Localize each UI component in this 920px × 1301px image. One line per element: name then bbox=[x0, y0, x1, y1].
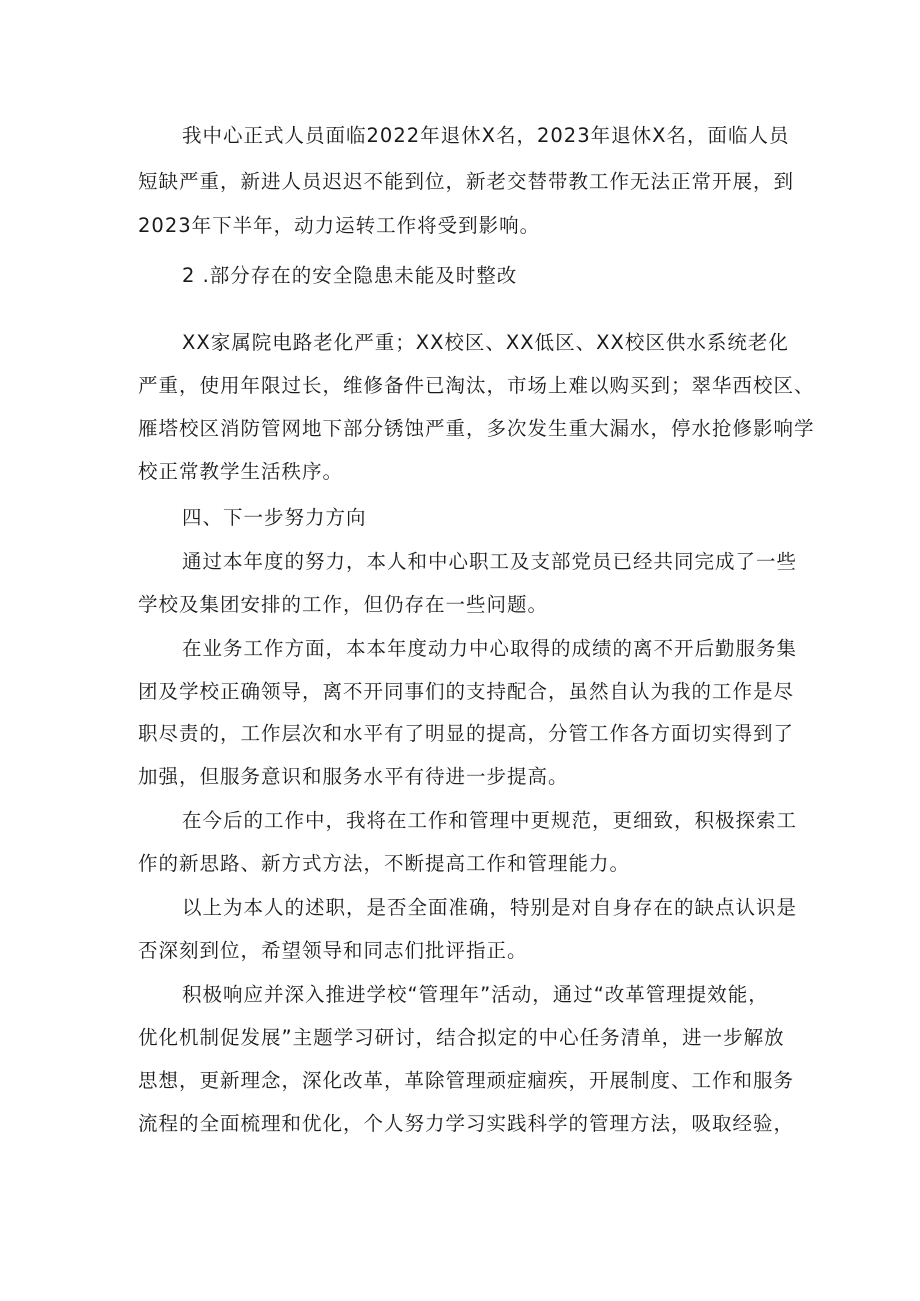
section-heading: 2 .部分存在的安全隐患未能及时整改 bbox=[182, 264, 518, 287]
paragraph-line: 否深刻到位，希望领导和同志们批评指正。 bbox=[138, 939, 528, 962]
paragraph-line: 2023年下半年，动力运转工作将受到影响。 bbox=[138, 214, 541, 237]
paragraph-line: XX家属院电路老化严重；XX校区、XX低区、XX校区供水系统老化 bbox=[182, 331, 789, 354]
paragraph-line: 团及学校正确领导，离不开同事们的支持配合，虽然自认为我的工作是尽 bbox=[138, 680, 795, 703]
paragraph-line: 加强，但服务意识和服务水平有待进一步提高。 bbox=[138, 765, 569, 788]
paragraph-line: 严重，使用年限过长，维修备件已淘汰，市场上难以购买到；翠华西校区、 bbox=[138, 374, 815, 397]
paragraph-line: 短缺严重，新进人员迟迟不能到位，新老交替带教工作无法正常开展，到 bbox=[138, 170, 795, 193]
paragraph-line: 我中心正式人员面临2022年退休X名，2023年退休X名，面临人员 bbox=[182, 124, 790, 147]
section-heading: 四、下一步努力方向 bbox=[182, 506, 367, 529]
paragraph-line: 思想，更新理念，深化改革，革除管理顽症痼疾，开展制度、工作和服务 bbox=[138, 1069, 795, 1092]
paragraph-line: 流程的全面梳理和优化，个人努力学习实践科学的管理方法，吸取经验， bbox=[138, 1112, 795, 1135]
paragraph-line: 通过本年度的努力，本人和中心职工及支部党员已经共同完成了一些 bbox=[182, 550, 798, 573]
paragraph-line: 雁塔校区消防管网地下部分锈蚀严重，多次发生重大漏水，停水抢修影响学 bbox=[138, 417, 815, 440]
paragraph-line: 优化机制促发展”主题学习研讨，结合拟定的中心任务清单，进一步解放 bbox=[138, 1026, 785, 1049]
paragraph-line: 以上为本人的述职，是否全面准确，特别是对自身存在的缺点认识是 bbox=[182, 896, 798, 919]
paragraph-line: 学校及集团安排的工作，但仍存在一些问题。 bbox=[138, 593, 549, 616]
paragraph-line: 职尽责的，工作层次和水平有了明显的提高，分管工作各方面切实得到了 bbox=[138, 722, 795, 745]
paragraph-line: 在今后的工作中，我将在工作和管理中更规范，更细致，积极探索工 bbox=[182, 809, 798, 832]
paragraph-line: 校正常教学生活秩序。 bbox=[138, 460, 344, 483]
paragraph-line: 积极响应并深入推进学校“管理年”活动，通过“改革管理提效能， bbox=[182, 983, 769, 1006]
paragraph-line: 作的新思路、新方式方法，不断提高工作和管理能力。 bbox=[138, 852, 631, 875]
paragraph-line: 在业务工作方面，本本年度动力中心取得的成绩的离不开后勤服务集 bbox=[182, 637, 798, 660]
